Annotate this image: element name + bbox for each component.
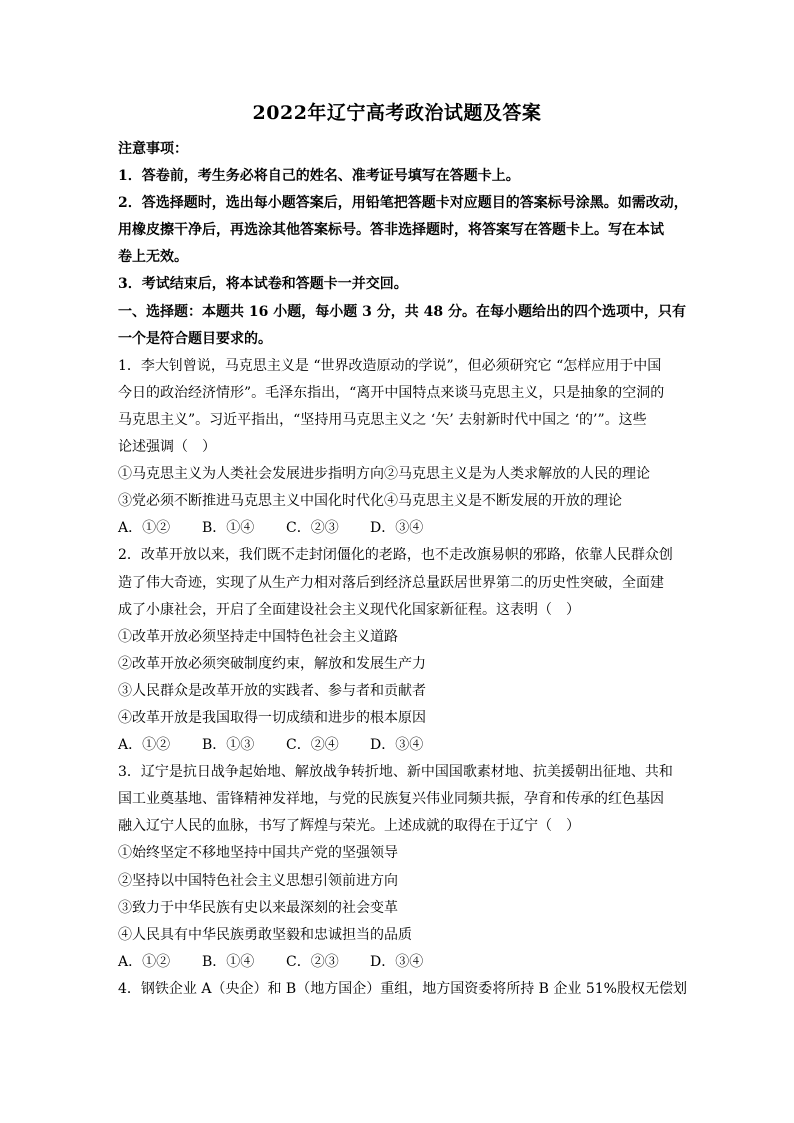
option-c: C．②③ [286, 520, 339, 537]
question-2-stem: 2．改革开放以来，我们既不走封闭僵化的老路，也不走改旗易帜的邪路，依靠人民群众创 [118, 547, 673, 564]
option-b: B．①④ [202, 953, 255, 970]
question-2-stem: 造了伟大奇迹，实现了从生产力相对落后到经济总量跃居世界第二的历史性突破，全面建 [118, 574, 664, 591]
option-a: A．①② [118, 953, 171, 970]
question-2-options [118, 732, 678, 759]
question-3-options [118, 949, 678, 976]
question-3-stem: 国工业奠基地、雷锋精神发祥地，与党的民族复兴伟业同频共振，孕育和传承的红色基因 [118, 791, 664, 808]
option-d: D．③④ [370, 737, 424, 754]
notice-line: 用橡皮擦干净后，再选涂其他答案标号。答非选择题时，将答案写在答题卡上。写在本试 [118, 222, 664, 239]
section-header: 一、选择题：本题共 16 小题，每小题 3 分，共 48 分。在每小题给出的四个选项中，只有 [118, 303, 686, 320]
question-1-stem: 论述强调（ ） [118, 439, 216, 456]
question-2-stem: 成了小康社会，开启了全面建设社会主义现代化国家新征程。这表明（ ） [118, 601, 580, 618]
document-body [118, 136, 688, 1003]
question-2-item: ④改革开放是我国取得一切成绩和进步的根本原因 [118, 709, 426, 726]
question-3-item: ②坚持以中国特色社会主义思想引领前进方向 [118, 872, 398, 889]
option-d: D．③④ [370, 953, 424, 970]
question-1-item: ①马克思主义为人类社会发展进步指明方向②马克思主义是为人类求解放的人民的理论 [118, 466, 650, 483]
notice-line: 1．答卷前，考生务必将自己的姓名、准考证号填写在答题卡上。 [118, 168, 520, 185]
notice-line: 2．答选择题时，选出每小题答案后，用铅笔把答题卡对应题目的答案标号涂黑。如需改动， [118, 195, 688, 212]
question-1-item: ③党必须不断推进马克思主义中国化时代化④马克思主义是不断发展的开放的理论 [118, 493, 622, 510]
question-3-item: ④人民具有中华民族勇敢坚毅和忠诚担当的品质 [118, 926, 412, 943]
option-a: A．①② [118, 520, 171, 537]
question-1-stem: 马克思主义”。习近平指出，“坚持用马克思主义之 ‘矢’ 去射新时代中国之 ‘的’”。这些 [118, 411, 647, 428]
option-d: D．③④ [370, 520, 424, 537]
option-c: C．②③ [286, 953, 339, 970]
option-b: B．①④ [202, 520, 255, 537]
option-b: B．①③ [202, 737, 255, 754]
notice-line: 3．考试结束后，将本试卷和答题卡一并交回。 [118, 276, 408, 293]
question-1-options [118, 515, 678, 542]
question-4-stem: 4．钢铁企业 A（央企）和 B（地方国企）重组，地方国资委将所持 B 企业 51%股权无偿划 [118, 980, 687, 997]
option-a: A．①② [118, 737, 171, 754]
question-2-item: ③人民群众是改革开放的实践者、参与者和贡献者 [118, 682, 426, 699]
question-3-item: ①始终坚定不移地坚持中国共产党的坚强领导 [118, 845, 398, 862]
question-3-stem: 3．辽宁是抗日战争起始地、解放战争转折地、新中国国歌素材地、抗美援朝出征地、共和 [118, 764, 673, 781]
question-2-item: ①改革开放必须坚持走中国特色社会主义道路 [118, 628, 398, 645]
notice-line: 卷上无效。 [118, 249, 188, 266]
question-3-stem: 融入辽宁人民的血脉，书写了辉煌与荣光。上述成就的取得在于辽宁（ ） [118, 818, 580, 835]
question-1-stem: 1．李大钊曾说，马克思主义是 “世界改造原动的学说”，但必须研究它 “怎样应用于中国 [118, 357, 662, 374]
question-1-stem: 今日的政治经济情形”。毛泽东指出，“离开中国特点来谈马克思主义，只是抽象的空洞的 [118, 384, 665, 401]
page-title: 2022年辽宁高考政治试题及答案 [252, 102, 542, 124]
question-2-item: ②改革开放必须突破制度约束，解放和发展生产力 [118, 655, 426, 672]
section-header: 一个是符合题目要求的。 [118, 330, 272, 347]
question-3-item: ③致力于中华民族有史以来最深刻的社会变革 [118, 899, 398, 916]
option-c: C．②④ [286, 737, 339, 754]
notice-heading: 注意事项： [118, 141, 188, 157]
